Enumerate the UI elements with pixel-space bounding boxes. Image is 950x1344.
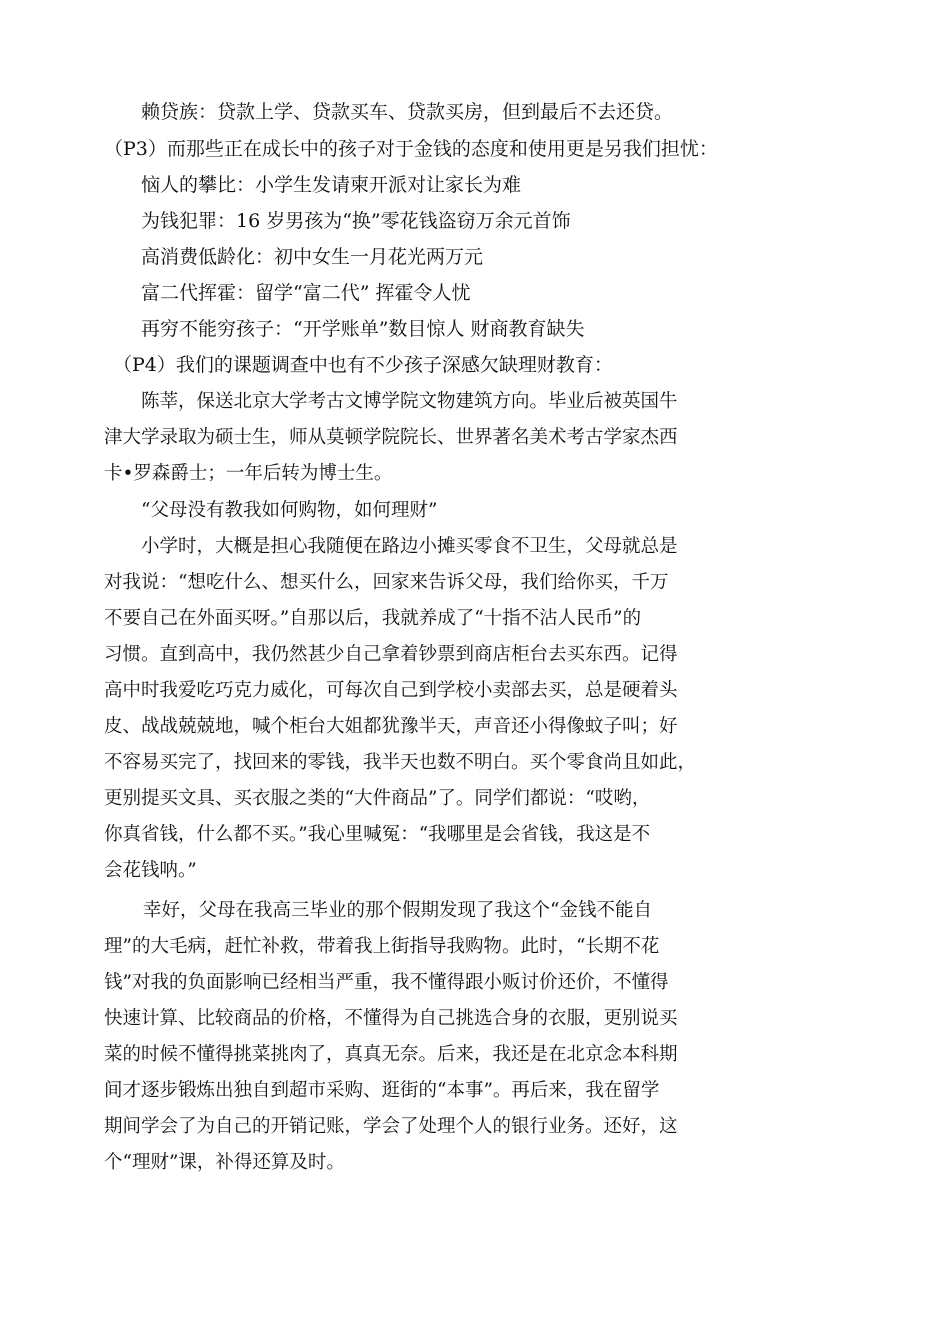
paragraph-line: 间才逐步锻炼出独自到超市采购、逛街的“本事”。再后来，我在留学 xyxy=(104,1080,660,1101)
list-item-education-missing: 再穷不能穷孩子：“开学账单”数目惊人 财商教育缺失 xyxy=(141,318,585,340)
list-item-high-consumption: 高消费低龄化：初中女生一月花光两万元 xyxy=(141,246,484,268)
text-line-loan-family: 赖贷族：贷款上学、贷款买车、贷款买房，但到最后不去还贷。 xyxy=(141,101,674,123)
paragraph-line: 理”的大毛病，赶忙补救，带着我上街指导我购物。此时，“长期不花 xyxy=(104,936,660,957)
list-item-crime: 为钱犯罪：16 岁男孩为“换”零花钱盗窃万余元首饰 xyxy=(141,210,571,232)
paragraph-line: 你真省钱，什么都不买。”我心里喊冤：“我哪里是会省钱，我这是不 xyxy=(104,824,651,845)
list-item-rich-second-generation: 富二代挥霍：留学“富二代” 挥霍令人忧 xyxy=(141,282,471,304)
paragraph-line: 更别提买文具、买衣服之类的“大件商品”了。同学们都说：“哎哟， xyxy=(104,788,651,809)
list-item-comparison: 恼人的攀比：小学生发请柬开派对让家长为难 xyxy=(141,174,522,196)
paragraph-line: 津大学录取为硕士生，师从莫顿学院院长、世界著名美术考古学家杰西 xyxy=(104,427,678,448)
paragraph-line: 不容易买完了，找回来的零钱，我半天也数不明白。买个零食尚且如此， xyxy=(104,752,697,773)
paragraph-line: 陈莘，保送北京大学考古文博学院文物建筑方向。毕业后被英国牛 xyxy=(141,391,678,412)
paragraph-line: 会花钱呐。” xyxy=(104,860,197,881)
paragraph-line: 小学时，大概是担心我随便在路边小摊买零食不卫生，父母就总是 xyxy=(141,536,678,557)
heading-p3: （P3）而那些正在成长中的孩子对于金钱的态度和使用更是另我们担忧： xyxy=(104,138,718,160)
paragraph-line: 皮、战战兢兢地，喊个柜台大姐都犹豫半天，声音还小得像蚊子叫；好 xyxy=(104,716,678,737)
paragraph-line: 不要自己在外面买呀。”自那以后，我就养成了“十指不沾人民币”的 xyxy=(104,608,642,629)
paragraph-line: 习惯。直到高中，我仍然甚少自己拿着钞票到商店柜台去买东西。记得 xyxy=(104,644,678,665)
paragraph-line: 对我说：“想吃什么、想买什么，回家来告诉父母，我们给你买，千万 xyxy=(104,572,669,593)
paragraph-line: 高中时我爱吃巧克力威化，可每次自己到学校小卖部去买，总是硬着头 xyxy=(104,680,678,701)
paragraph-line: 个“理财”课，补得还算及时。 xyxy=(104,1152,345,1173)
paragraph-line: 期间学会了为自己的开销记账，学会了处理个人的银行业务。还好，这 xyxy=(104,1116,678,1137)
quote-title: “父母没有教我如何购物，如何理财” xyxy=(141,500,438,521)
paragraph-line: 幸好，父母在我高三毕业的那个假期发现了我这个“金钱不能自 xyxy=(143,900,652,921)
heading-p4: （P4）我们的课题调查中也有不少孩子深感欠缺理财教育： xyxy=(113,354,613,376)
paragraph-line: 菜的时候不懂得挑菜挑肉了，真真无奈。后来，我还是在北京念本科期 xyxy=(104,1044,678,1065)
paragraph-line: 钱”对我的负面影响已经相当严重，我不懂得跟小贩讨价还价，不懂得 xyxy=(104,972,669,993)
paragraph-line: 卡•罗森爵士；一年后转为博士生。 xyxy=(104,463,393,484)
paragraph-line: 快速计算、比较商品的价格，不懂得为自己挑选合身的衣服，更别说买 xyxy=(104,1008,678,1029)
